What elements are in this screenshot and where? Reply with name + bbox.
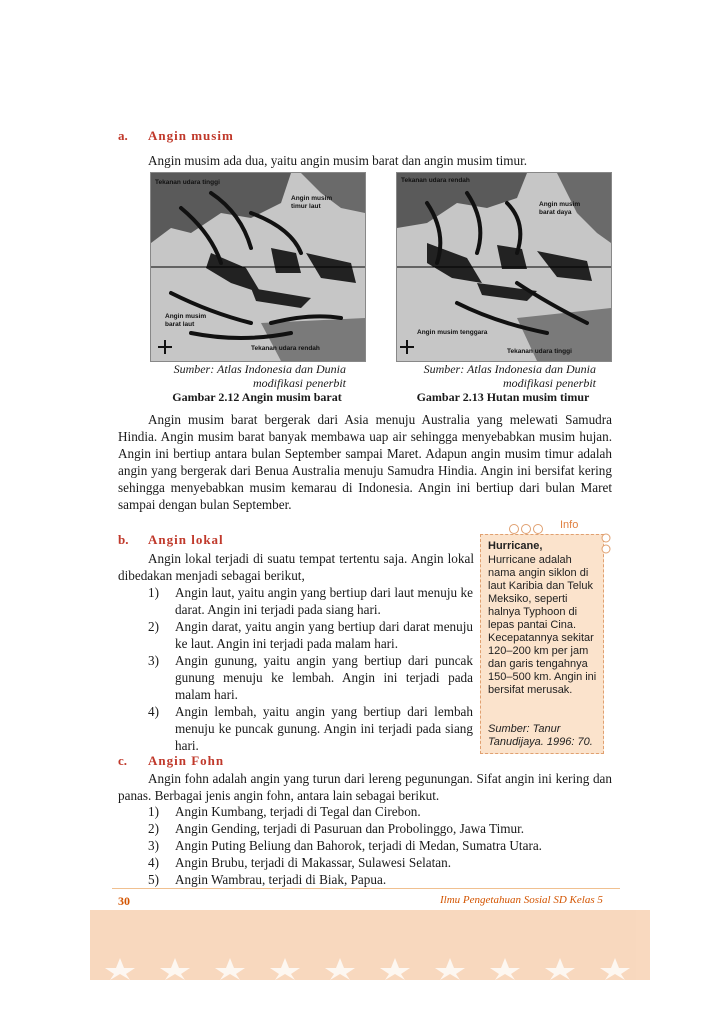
section-c-letter: c. — [118, 753, 128, 768]
section-c-item-4-num: 4) — [148, 855, 159, 870]
info-body: Hurricane adalah nama angin siklon di laut Karibia dan Teluk Meksiko, seperti halnya Typhoon di lepas pantai Cina. Kecepatannya sekitar 120–200 km per jam dan garis tengahnya 150–500 km. Angin ini bersifat merusak. — [488, 554, 597, 696]
map-west-monsoon — [150, 172, 366, 362]
section-b-item-4-num: 4) — [148, 704, 159, 719]
section-a-title: Angin musim — [148, 128, 234, 143]
section-c-intro: Angin fohn adalah angin yang turun dari lereng pegunungan. Sifat angin ini kering dan panas. Berbagai jenis angin fohn, antara lain sebagai berikut. — [118, 771, 612, 803]
section-b-item-2-text: Angin darat, yaitu angin yang bertiup dari darat menuju ke laut. Angin ini terjadi pada malam hari. — [175, 619, 473, 651]
section-c-title: Angin Fohn — [148, 753, 225, 768]
info-box — [480, 534, 604, 754]
info-tag: Info — [560, 519, 579, 531]
info-source: Sumber: Tanur Tanudijaya. 1996: 70. — [488, 723, 593, 748]
label-northeast-monsoon: Angin musim timur laut — [291, 195, 333, 210]
info-title: Hurricane, — [488, 540, 543, 552]
footer-decoration — [90, 910, 650, 980]
label-southeast-monsoon: Angin musim tenggara — [417, 329, 488, 336]
monsoon-paragraph: Angin musim barat bergerak dari Asia menuju Australia yang melewati Samudra Hindia. Angin musim barat banyak membawa uap air sehingga menyebabkan musim hujan. Angin ini bertiup antara bulan September sampai Maret. Adapun angin musim timur adalah angin yang bergerak dari Benua Australia menuju Samudra Hindia. Angin ini bersifat kering sehingga menyebabkan musim kemarau di Indonesia. Angin ini bertiup dari bulan Maret sampai dengan bulan September. — [118, 412, 612, 512]
section-b-item-2-num: 2) — [148, 619, 159, 634]
label-northwest-monsoon: Angin musim barat laut — [165, 313, 207, 328]
section-c-item-5-num: 5) — [148, 872, 159, 887]
figure-left-source: Sumber: Atlas Indonesia dan Dunia modifikasi penerbit — [173, 362, 346, 390]
page-number: 30 — [118, 894, 130, 908]
label-high-pressure-right: Tekanan udara tinggi — [507, 348, 572, 355]
footer-rule — [112, 888, 620, 889]
book-title: Ilmu Pengetahuan Sosial SD Kelas 5 — [440, 894, 603, 906]
section-a-letter: a. — [118, 128, 128, 143]
figure-left-caption: Gambar 2.12 Angin musim barat — [172, 390, 342, 404]
section-c-item-3-num: 3) — [148, 838, 159, 853]
label-high-pressure: Tekanan udara tinggi — [155, 179, 220, 186]
section-b-letter: b. — [118, 532, 129, 547]
star-pattern-icon — [90, 910, 650, 980]
section-c-item-3-text: Angin Puting Beliung dan Bahorok, terjadi di Medan, Sumatra Utara. — [175, 838, 542, 853]
section-b-title: Angin lokal — [148, 532, 224, 547]
figure-right-source: Sumber: Atlas Indonesia dan Dunia modifikasi penerbit — [423, 362, 596, 390]
info-side-circles-icon — [600, 532, 612, 561]
label-low-pressure-right: Tekanan udara rendah — [401, 177, 470, 184]
section-b-item-3-num: 3) — [148, 653, 159, 668]
section-b-item-1-text: Angin laut, yaitu angin yang bertiup dari laut menuju ke darat. Angin ini terjadi pada siang hari. — [175, 585, 473, 617]
section-c-item-2-num: 2) — [148, 821, 159, 836]
label-low-pressure: Tekanan udara rendah — [251, 345, 320, 352]
section-b-item-4-text: Angin lembah, yaitu angin yang bertiup dari lembah menuju ke puncak gunung. Angin ini terjadi pada siang hari. — [175, 704, 473, 753]
map-east-monsoon — [396, 172, 612, 362]
figure-right-caption: Gambar 2.13 Hutan musim timur — [416, 390, 590, 404]
label-southwest-monsoon: Angin musim barat daya — [539, 201, 581, 216]
section-c-item-2-text: Angin Gending, terjadi di Pasuruan dan Probolinggo, Jawa Timur. — [175, 821, 525, 836]
section-c-item-1-text: Angin Kumbang, terjadi di Tegal dan Cirebon. — [175, 804, 421, 819]
section-a-intro: Angin musim ada dua, yaitu angin musim barat dan angin musim timur. — [148, 153, 528, 168]
section-b-item-1-num: 1) — [148, 585, 159, 600]
section-c-item-1-num: 1) — [148, 804, 159, 819]
section-c-item-4-text: Angin Brubu, terjadi di Makassar, Sulawesi Selatan. — [175, 855, 451, 870]
section-b-item-3-text: Angin gunung, yaitu angin yang bertiup dari puncak gunung menuju ke lembah. Angin ini terjadi pada malam hari. — [175, 653, 473, 702]
section-b-intro: Angin lokal terjadi di suatu tempat tertentu saja. Angin lokal dibedakan menjadi sebagai berikut, — [118, 551, 474, 583]
section-c-item-5-text: Angin Wambrau, terjadi di Biak, Papua. — [175, 872, 387, 887]
